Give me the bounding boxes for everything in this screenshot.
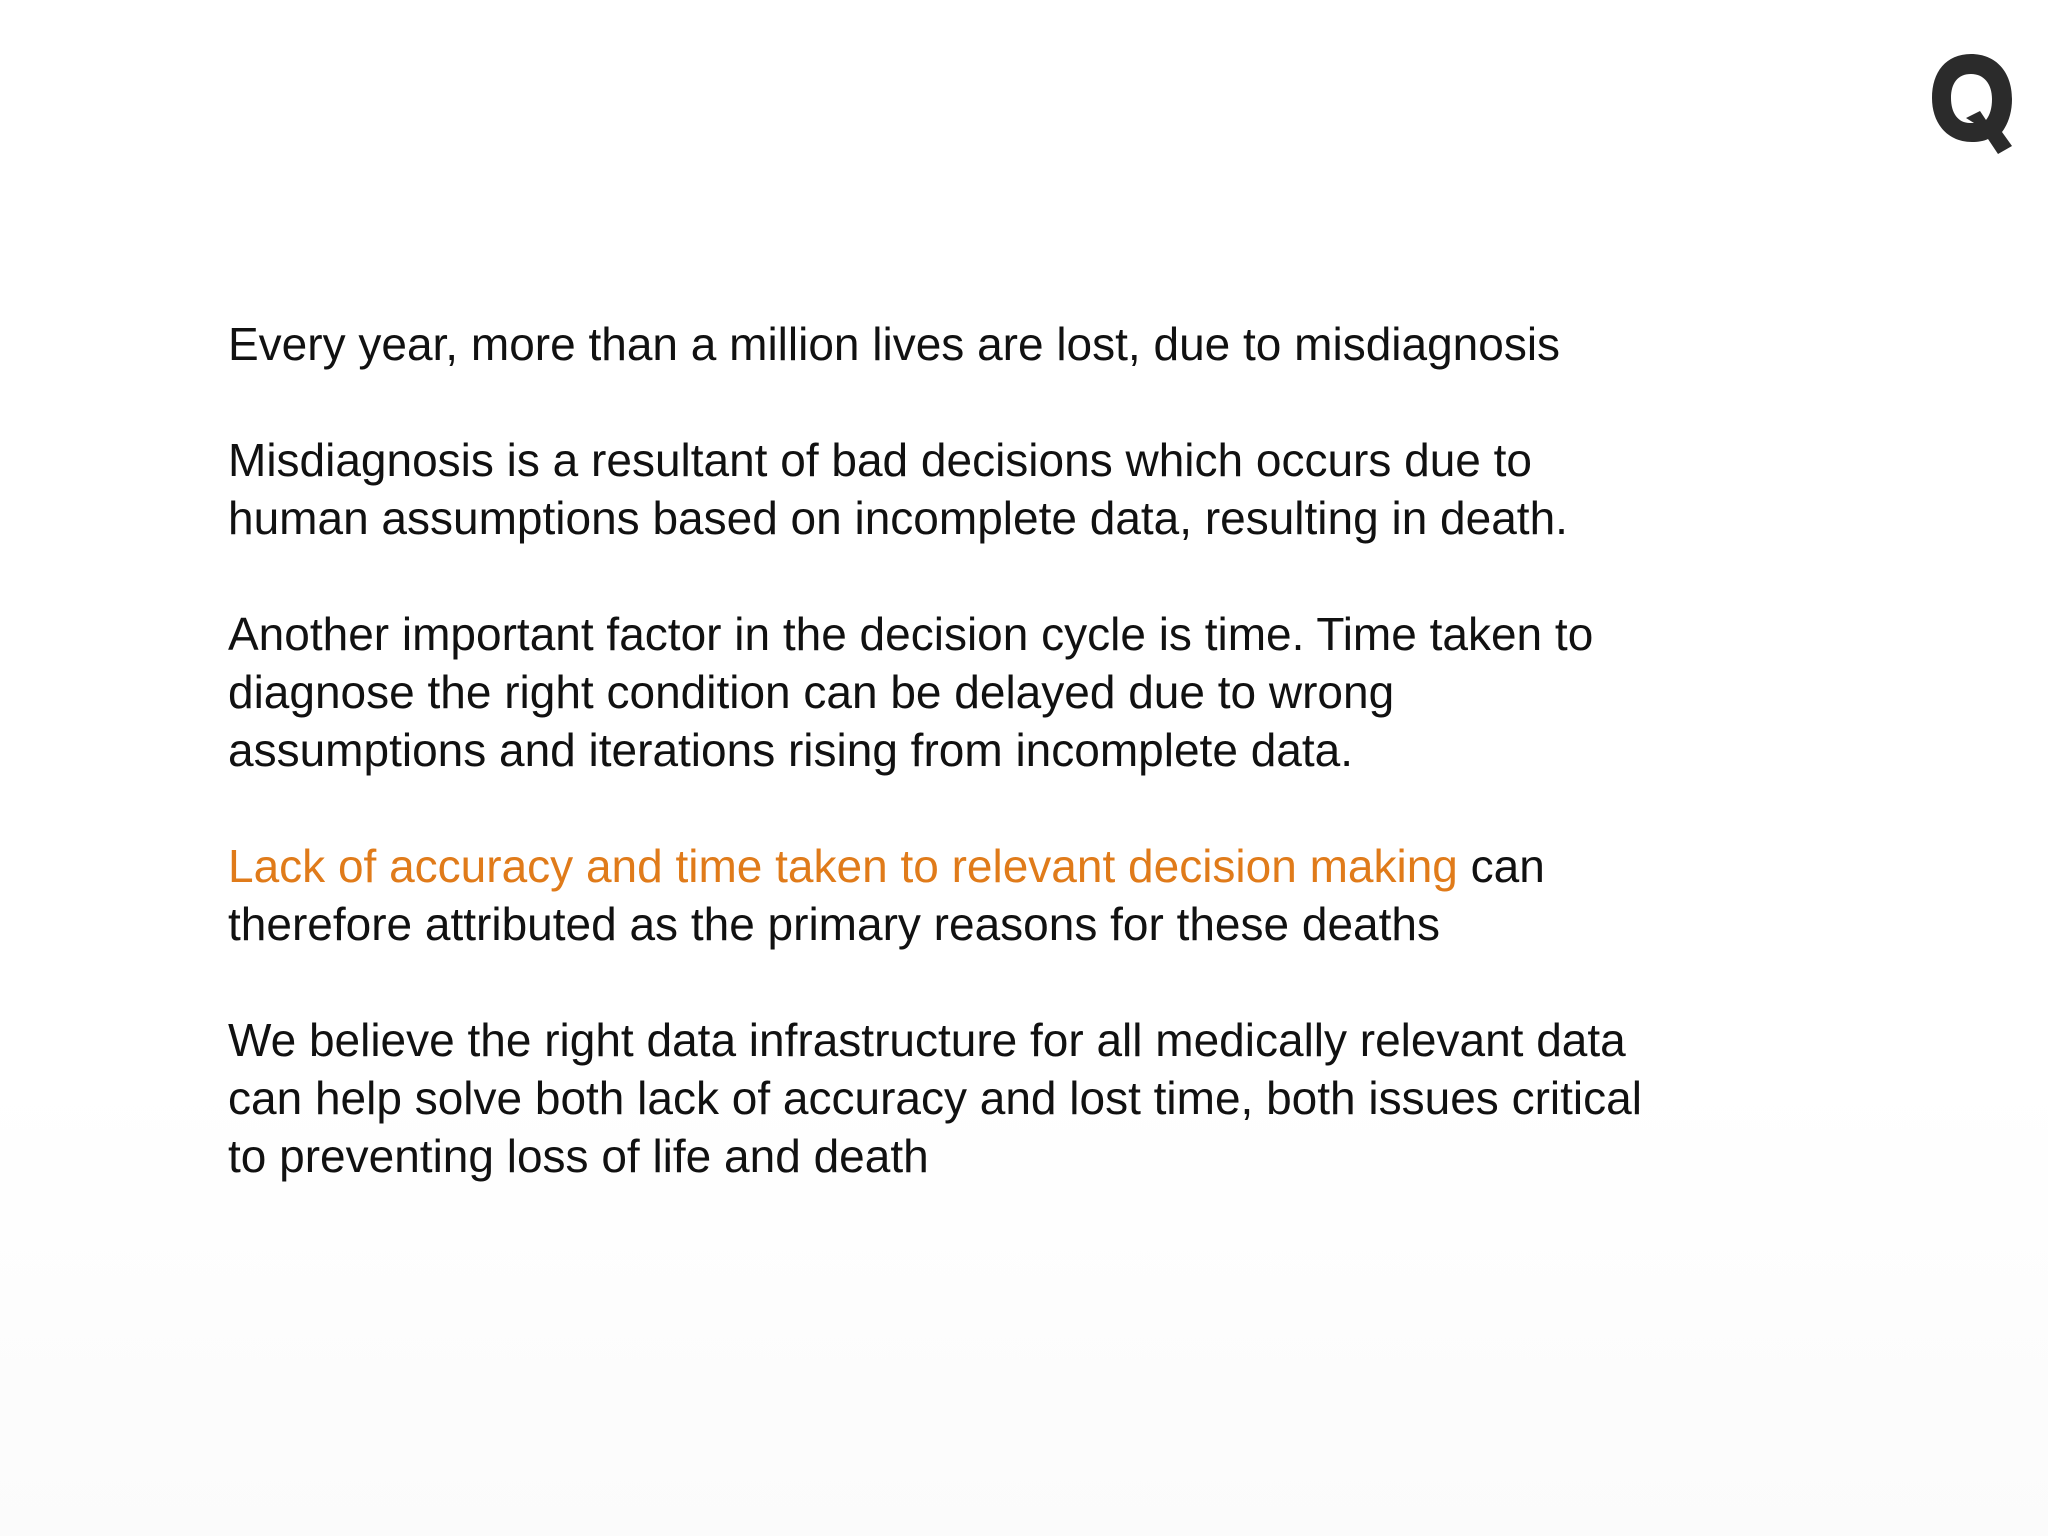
slide-body (228, 315, 1788, 1243)
text-line (228, 837, 1788, 895)
text-line: human assumptions based on incomplete data, resulting in death. (228, 492, 1568, 544)
q-logo-icon (1928, 50, 2014, 156)
text-line: diagnose the right condition can be delayed due to wrong (228, 666, 1395, 718)
text-line: assumptions and iterations rising from incomplete data. (228, 724, 1354, 776)
paragraph-misdiagnosis-cause (228, 431, 1788, 547)
text-line: Another important factor in the decision cycle is time. Time taken to (228, 608, 1594, 660)
text-line: Every year, more than a million lives are lost, due to misdiagnosis (228, 318, 1561, 370)
paragraph-time-factor (228, 605, 1788, 779)
text-line: to preventing loss of life and death (228, 1130, 929, 1182)
paragraph-misdiagnosis-stat (228, 315, 1788, 373)
text-fragment: can (1457, 840, 1545, 892)
paragraph-primary-reasons (228, 837, 1788, 953)
text-line: Misdiagnosis is a resultant of bad decisions which occurs due to (228, 434, 1533, 486)
text-line: can help solve both lack of accuracy and lost time, both issues critical (228, 1072, 1642, 1124)
paragraph-belief-statement (228, 1011, 1788, 1185)
text-line: We believe the right data infrastructure for all medically relevant data (228, 1014, 1626, 1066)
text-line: therefore attributed as the primary reasons for these deaths (228, 898, 1440, 950)
highlighted-text: Lack of accuracy and time taken to relevant decision making (228, 840, 1458, 892)
